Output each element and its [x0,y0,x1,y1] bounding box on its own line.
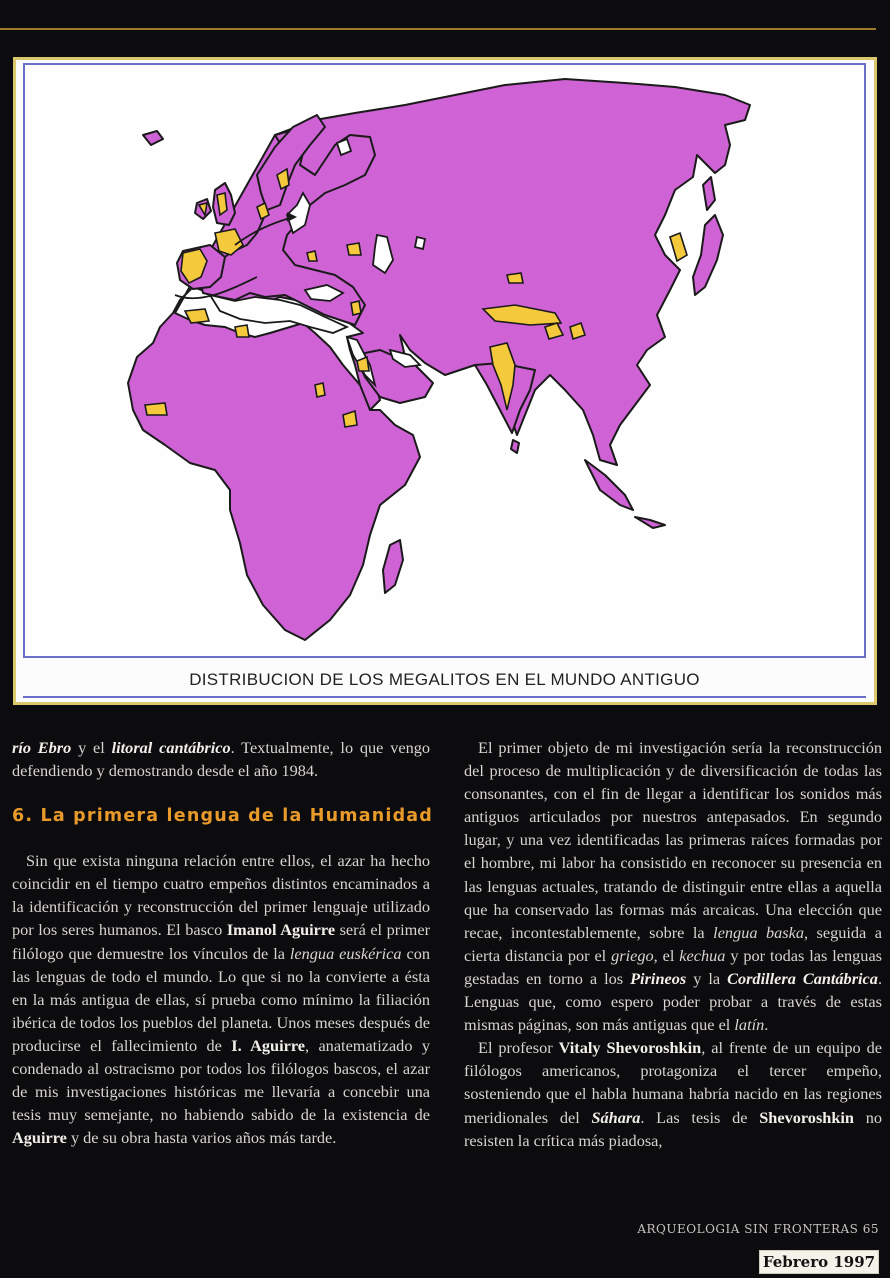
text-fragment: lengua baska [713,922,804,942]
text-fragment: . [764,1015,769,1035]
japan-island [693,215,723,295]
text-fragment: , anatematizado y condenado al ostracismo por todos los filólogos bascos, el azar de mis investigaciones históricas me llevaría a concebir una tesis muy semejante, no habiendo sabido de la existencia de [12,1035,430,1125]
page-number: 65 [862,1222,879,1236]
text-fragment: . Las tesis de [640,1107,760,1127]
text-fragment: será el primer filólogo que demuestre los vínculos de la [12,920,430,963]
map-frame [23,63,866,658]
text-fragment: Aguirre [12,1128,67,1148]
text-fragment: Sáhara [591,1107,641,1127]
paragraph-body [12,849,430,1149]
running-footer [637,1222,879,1236]
text-fragment: y por todas las lenguas gestadas en torno a los [464,945,883,988]
text-fragment: . Textualmente, lo que vengo defendiendo y demostrando desde el año 1984. [12,738,430,781]
text-fragment: , el [653,945,680,965]
map-caption: DISTRIBUCION DE LOS MEGALITOS EN EL MUNDO ANTIGUO [189,670,700,689]
paragraph-body [464,736,882,1036]
aral-sea [415,237,425,249]
text-fragment: Sin que exista ninguna relación entre ellos, el azar ha hecho coincidir en el tiempo cuatro empeños distintos encaminados a la identificación y reconstrucción del primer lenguaje utilizado por los seres humanos. El basco [12,851,430,940]
megalith-north-africa-2 [235,325,249,337]
text-fragment: . Lenguas que, como espero poder probar a través de estas mismas páginas, son más antiguas que el [464,968,883,1035]
paragraph-continuation [12,736,430,782]
text-fragment: y la [686,968,728,988]
megalith-map [25,65,864,656]
megalith-caucasus [347,243,361,255]
text-fragment: río Ebro [12,738,72,757]
text-fragment: Vitaly Shevoroshkin [558,1038,702,1058]
issue-date: Febrero 1997 [762,1253,876,1271]
section-heading: 6. La primera lengua de la Humanidad [12,806,434,826]
text-fragment: Pirineos [630,968,687,988]
megalith-west-africa [145,403,167,415]
megalith-mongolia [507,273,523,283]
publication-name: ARQUEOLOGIA SIN FRONTERAS [637,1222,859,1236]
srilanka-island [511,440,519,453]
text-fragment: El primer objeto de mi investigación sería la reconstrucción del proceso de multiplicación y de diversificación de todas las consonantes, con el fin de llegar a identificar los sonidos más antiguos articulados por nuestros antepasados. En segundo lugar, y una vez identificadas las primeras raíces formadas por el hombre, mi labor ha consistido en reconocer su presencia en las lenguas actuales, tratando de distinguir entre ellas a aquella que ha conservado las formas más arcaicas. Una elección que recae, incontestablemente, sobre la [464,738,882,942]
iceland-island [143,131,163,145]
text-fragment: , al frente de un equipo de filólogos americanos, protagoniza el tercer empeño, sosteniendo que el habla humana habría nacido en las regiones meridionales del [464,1038,883,1127]
megalith-central-africa-1 [315,383,325,397]
madagascar-island [383,540,403,593]
issue-date-badge [759,1250,879,1274]
paragraph-body [464,1036,882,1151]
text-fragment: y el [71,738,112,757]
megalith-italy [307,251,317,261]
text-fragment: Cordillera Cantábrica [727,968,878,988]
text-fragment: y de su obra hasta varios años más tarde. [66,1128,337,1148]
sumatra-island [585,460,633,510]
sakhalin-island [703,177,715,210]
eurasia-africa-landmass [128,79,750,640]
article-column-right [464,736,882,1152]
text-fragment: litoral cantábrico [111,738,231,757]
megalith-korea [670,233,687,261]
text-fragment: I. Aguirre [231,1035,305,1055]
text-fragment: El profesor [478,1038,559,1058]
java-island [635,517,665,528]
top-rule [0,28,876,30]
text-fragment: kechua [679,945,726,965]
map-figure [13,57,877,705]
megalith-levant [351,301,361,315]
text-fragment: griego [611,945,654,965]
text-fragment: Shevoroshkin [759,1107,854,1127]
text-fragment: no resisten la crítica más piadosa, [464,1107,882,1150]
caption-band [23,664,866,698]
text-fragment: con las lenguas de todo el mundo. Lo que si no la convierte a ésta en la más antigua de ellas, sí prueba como mínimo la filiación ibérica de todos los pueblos del planeta. Unos meses después de producirse el fallecimiento de [12,943,431,1055]
text-fragment: latín [734,1015,765,1035]
article-column-left [12,736,434,1149]
text-fragment: lengua euskérica [289,943,402,963]
text-fragment: Imanol Aguirre [226,920,336,940]
text-fragment: , seguida a cierta distancia por el [464,922,882,965]
